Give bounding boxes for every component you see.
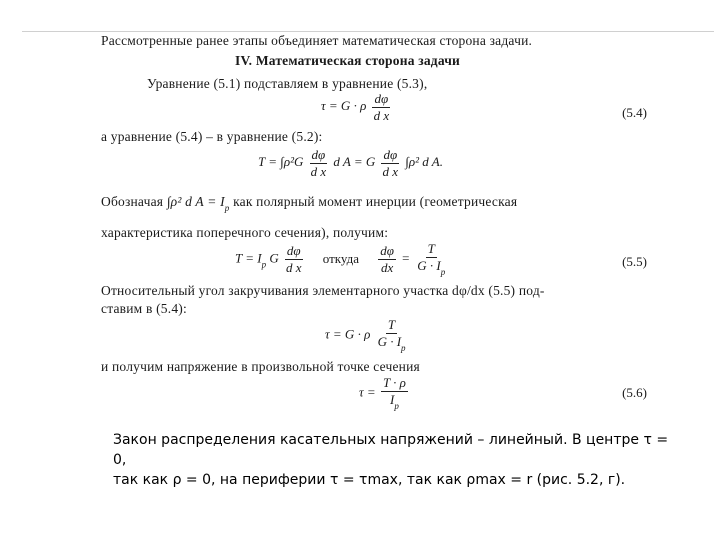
eq54-numerator: dφ [374, 91, 389, 106]
section-heading: IV. Математическая сторона задачи [235, 53, 461, 68]
eq55-denominator-3 [415, 258, 447, 277]
eq54b-lhs: τ = G · ρ [325, 326, 371, 342]
caption-line-2: так как ρ = 0, на периферии τ = τmax, так как ρmax = r (рис. 5.2, г). [113, 472, 626, 488]
text-line-3-start: Обозначая [101, 194, 164, 209]
eq54b-denominator-subscript: p [401, 342, 406, 353]
eq54-fraction [372, 92, 392, 122]
equation-5-4 [321, 92, 393, 122]
eq55-numerator-1: dφ [286, 243, 301, 259]
eq52-denominator-2: d x [382, 163, 399, 179]
eq55-denominator-1: d x [286, 260, 302, 276]
scanned-textbook-page [95, 30, 655, 415]
eq56-denominator-subscript: p [394, 400, 399, 411]
eq52-part-c: ∫ρ² d A. [405, 154, 443, 170]
intro-line: Рассмотренные ранее этапы объединяет математическая сторона задачи. [101, 33, 533, 48]
eq54b-numerator: T [387, 317, 396, 332]
eq52-numerator-2: dφ [383, 147, 398, 162]
eq52-part-a: T = ∫ρ²G [258, 154, 304, 170]
text-line-7: и получим напряжение в произвольной точке сечения [101, 359, 420, 374]
eq55-fraction-3 [415, 242, 447, 277]
polar-moment-definition: ∫ρ² d A = I [166, 194, 225, 209]
eq55-denominator-3-subscript: p [440, 266, 446, 277]
text-line-3 [101, 195, 517, 213]
eq52-fraction-2 [381, 148, 401, 178]
eq52-fraction-1 [309, 148, 329, 178]
eq52-numerator-1: dφ [311, 147, 326, 162]
equation-5-5: $T = I_p$ G $\frac{d\varphi}{\text{d x}}$ откуда $\frac{d\varphi}{dx}$ = $\frac{T}{G \cdot I_p}$ [235, 241, 446, 277]
equation-5-2 [258, 148, 443, 178]
eq54-lhs: τ = G · ρ [321, 98, 367, 114]
eq54b-denominator-text: G · I [377, 333, 402, 349]
slide-caption [113, 430, 673, 490]
text-line-1: Уравнение (5.1) подставляем в уравнение (5.3), [147, 76, 428, 91]
eq55-numerator-2: dφ [380, 243, 394, 259]
caption-line-1: Закон распределения касательных напряжений – линейный. В центре τ = 0, [113, 432, 669, 468]
eq55-g: G [269, 250, 279, 266]
eq55-denominator-3-text: G · I [417, 257, 441, 273]
eq55-fraction-2 [378, 244, 396, 274]
eq52-part-b: d A = G [333, 154, 376, 170]
eq55-lhs-subscript: p [261, 259, 267, 270]
eq54b-denominator [376, 334, 408, 353]
equation-number-5-4: (5.4) [622, 105, 647, 120]
text-line-2: а уравнение (5.4) – в уравнение (5.2): [101, 129, 323, 144]
equation-5-6 [359, 376, 410, 411]
eq56-denominator [388, 392, 401, 411]
eq55-lhs: T = I [235, 250, 262, 266]
equation-number-5-5: (5.5) [622, 254, 647, 269]
eq55-numerator-3: T [427, 241, 435, 256]
text-line-3-end: как полярный момент инерции (геометрическая [233, 194, 518, 209]
equation-substituted [325, 318, 410, 353]
eq55-fraction-1 [284, 244, 304, 274]
eq54-denominator: d x [373, 107, 390, 123]
eq56-denominator-text: I [390, 391, 395, 407]
eq54b-fraction [376, 318, 408, 353]
polar-moment-subscript: p [224, 203, 230, 213]
eq52-denominator-1: d x [310, 163, 327, 179]
equation-number-5-6: (5.6) [622, 385, 647, 400]
eq56-lhs: τ = [359, 384, 376, 400]
eq55-denominator-2: dx [380, 260, 394, 276]
text-line-6: ставим в (5.4): [101, 301, 187, 316]
text-line-4: характеристика поперечного сечения), получим: [101, 225, 389, 240]
eq56-numerator: T · ρ [382, 375, 406, 390]
text-line-5: Относительный угол закручивания элементарного участка dφ/dx (5.5) под- [101, 283, 545, 298]
eq56-fraction [381, 376, 408, 411]
eq55-mid-word: откуда [322, 250, 359, 266]
